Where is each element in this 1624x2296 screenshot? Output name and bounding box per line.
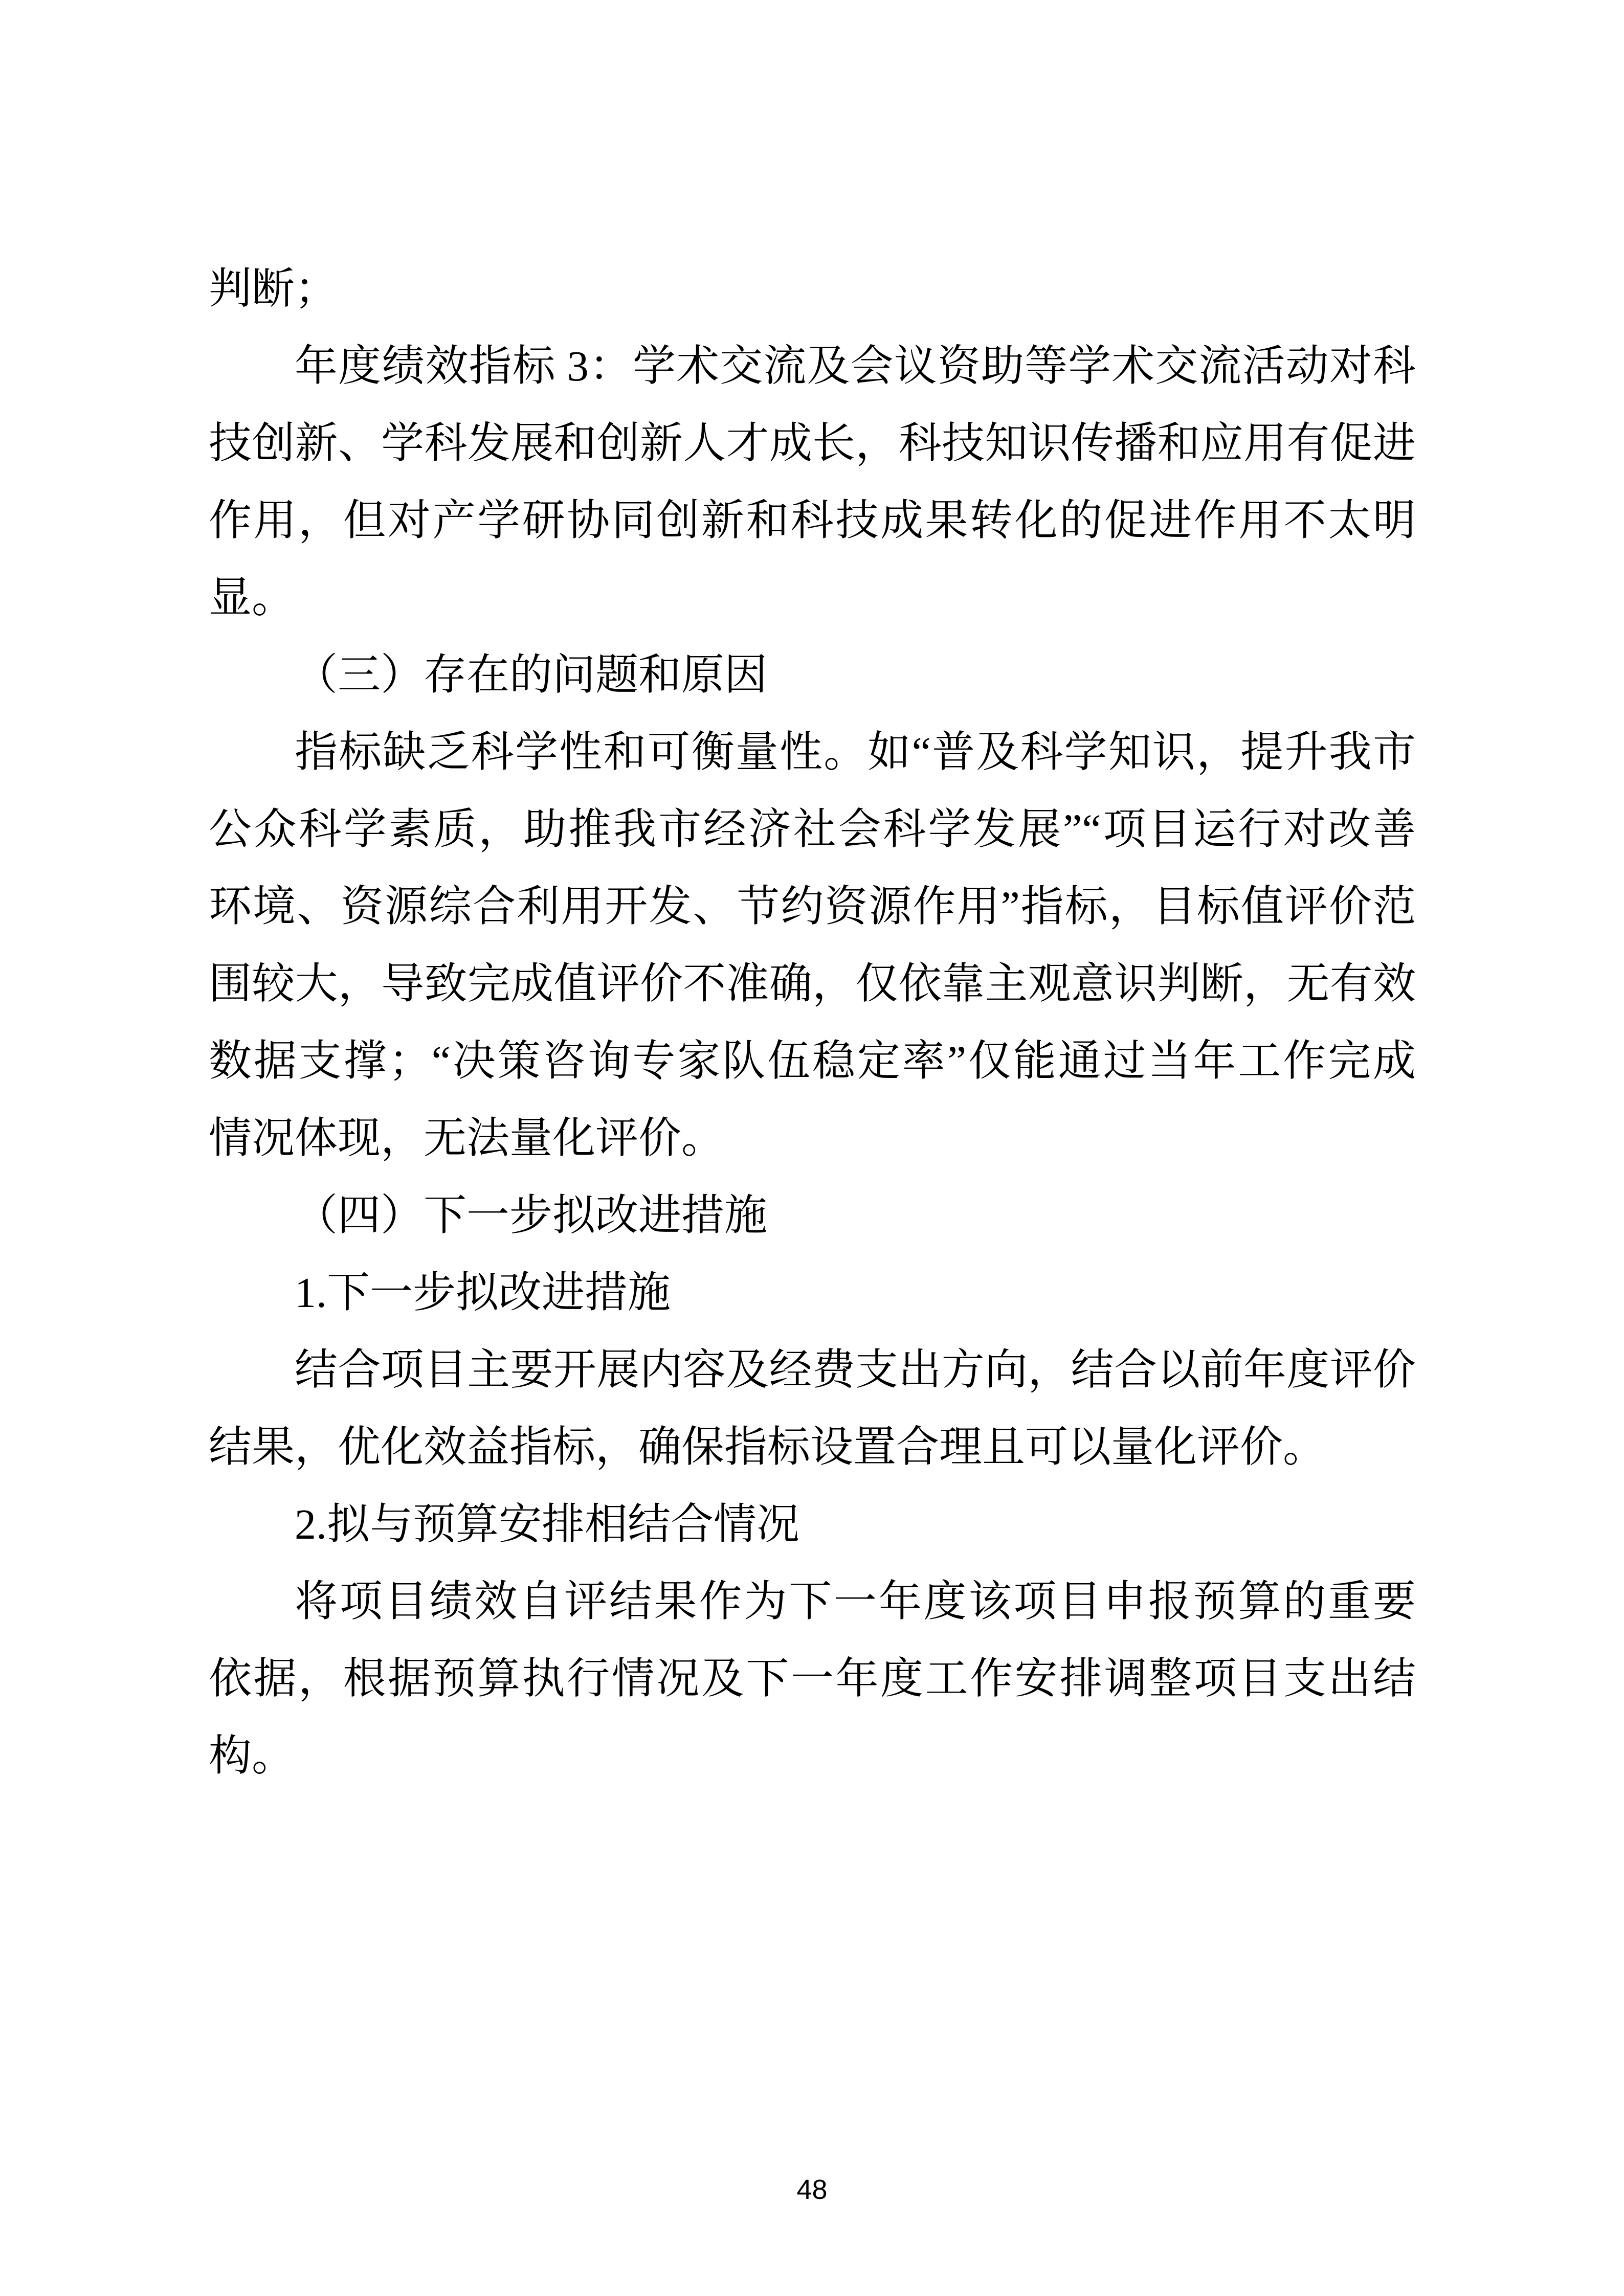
text-line: 结果，优化效益指标，确保指标设置合理且可以量化评价。 xyxy=(209,1424,1326,1471)
text-line: 数据支撑；“决策咨询专家队伍稳定率”仅能通过当年工作完成 xyxy=(209,1038,1416,1085)
text-line: 环境、资源综合利用开发、节约资源作用”指标，目标值评价范 xyxy=(209,883,1416,931)
text-line: 依据，根据预算执行情况及下一年度工作安排调整项目支出结 xyxy=(209,1655,1416,1703)
text-line: 情况体现，无法量化评价。 xyxy=(209,1115,725,1162)
text-line: 年度绩效指标 3：学术交流及会议资助等学术交流活动对科 xyxy=(295,343,1416,390)
text-line: 1.下一步拟改进措施 xyxy=(295,1269,671,1317)
text-line: 结合项目主要开展内容及经费支出方向，结合以前年度评价 xyxy=(295,1346,1416,1394)
section-heading-line: （三）存在的问题和原因 xyxy=(295,651,768,699)
page-number: 48 xyxy=(796,2174,828,2205)
page-footer xyxy=(0,2174,1624,2205)
text-line: 显。 xyxy=(209,574,295,622)
text-line: 公众科学素质，助推我市经济社会科学发展”“项目运行对改善 xyxy=(209,806,1416,853)
text-block xyxy=(209,251,1416,1795)
text-line: 围较大，导致完成值评价不准确，仅依靠主观意识判断，无有效 xyxy=(209,960,1416,1008)
text-line: 2.拟与预算安排相结合情况 xyxy=(295,1501,800,1548)
text-line: 指标缺乏科学性和可衡量性。如“普及科学知识，提升我市 xyxy=(295,729,1416,776)
text-line: 将项目绩效自评结果作为下一年度该项目申报预算的重要 xyxy=(295,1578,1416,1626)
text-line: 作用，但对产学研协同创新和科技成果转化的促进作用不太明 xyxy=(209,497,1416,545)
text-line: 判断； xyxy=(209,265,338,313)
text-line: 技创新、学科发展和创新人才成长，科技知识传播和应用有促进 xyxy=(209,420,1416,467)
text-line: 构。 xyxy=(209,1732,295,1780)
section-heading-line: （四）下一步拟改进措施 xyxy=(295,1192,768,1240)
